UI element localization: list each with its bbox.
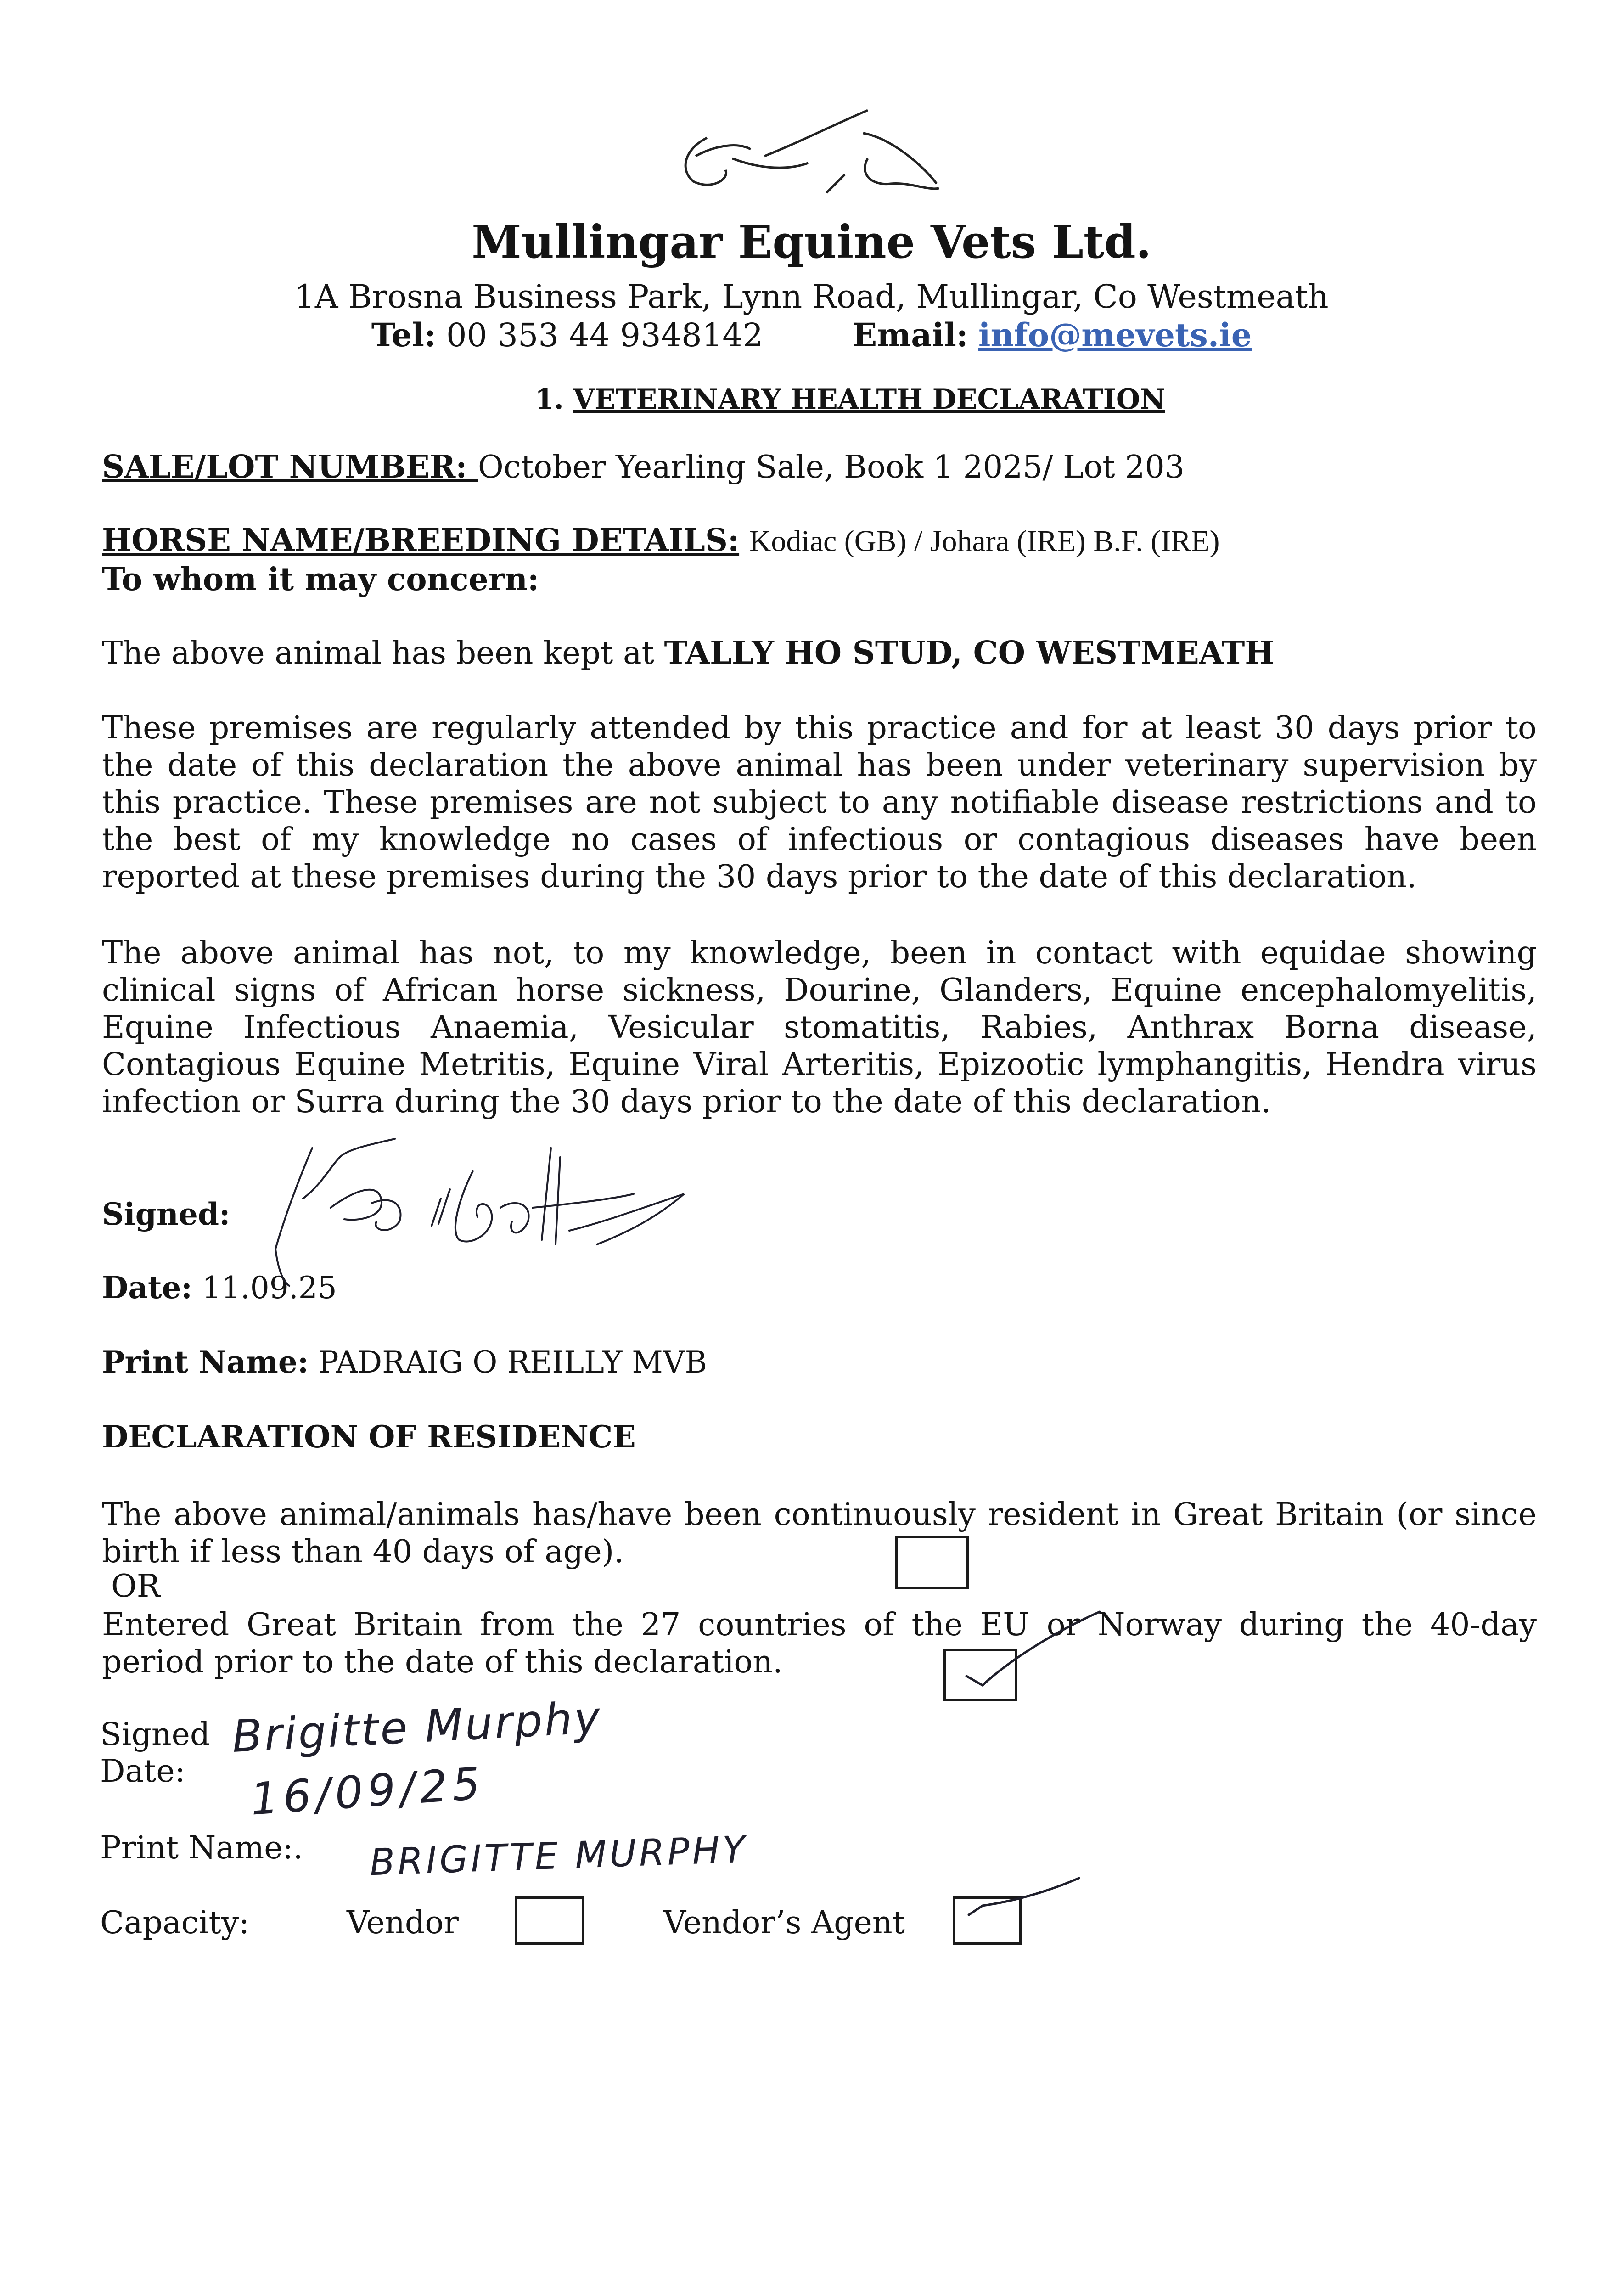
section-number: 1. bbox=[535, 383, 564, 416]
vet-print-name-label: Print Name: bbox=[102, 1344, 309, 1380]
premises-line bbox=[102, 635, 1275, 671]
capacity-label: Capacity: bbox=[100, 1905, 250, 1941]
sale-lot-line bbox=[102, 449, 1185, 485]
residence-signed-label: Signed bbox=[100, 1716, 210, 1753]
premises-prefix: The above animal has been kept at bbox=[102, 635, 664, 671]
vet-print-name-line bbox=[102, 1344, 707, 1380]
vet-date-value: 11.09.25 bbox=[202, 1270, 337, 1306]
salutation: To whom it may concern: bbox=[102, 561, 539, 598]
vendor-agent-label: Vendor’s Agent bbox=[663, 1905, 905, 1941]
vet-signed-label: Signed: bbox=[102, 1196, 230, 1232]
residence-date-handwritten: 16/09/25 bbox=[248, 1757, 487, 1825]
sale-lot-value: October Yearling Sale, Book 1 2025/ Lot 203 bbox=[478, 449, 1185, 485]
tel-value: 00 353 44 9348142 bbox=[446, 316, 764, 354]
horse-details-value: Kodiac (GB) / Johara (IRE) B.F. (IRE) bbox=[749, 524, 1220, 558]
residence-option-1-checkbox[interactable] bbox=[895, 1536, 969, 1589]
vet-signature bbox=[257, 1130, 799, 1304]
company-address: 1A Brosna Business Park, Lynn Road, Mullingar, Co Westmeath bbox=[294, 278, 1329, 315]
horse-details-line bbox=[102, 522, 1220, 559]
sale-lot-label: SALE/LOT NUMBER: bbox=[102, 449, 478, 485]
residence-date-label: Date: bbox=[100, 1753, 185, 1790]
residence-option-2-check-mark-icon bbox=[957, 1607, 1104, 1694]
horse-logo-icon bbox=[652, 101, 946, 207]
vendor-agent-check-mark-icon bbox=[964, 1874, 1084, 1929]
residence-signature: Brigitte Murphy bbox=[230, 1691, 603, 1763]
diseases-paragraph: The above animal has not, to my knowledge, been in contact with equidae showing clinical signs of African horse sickness, Dourine, Glanders, Equine encephalomyelitis, Equine Infectious Anaemia, Vesicular stomatitis, Rabies, Anthrax Borna disease, Contagious Equine Metritis, Equine Viral Arteritis, Epizootic lymphangitis, Hendra virus infection or Surra during the 30 days prior to the date of this declaration. bbox=[102, 935, 1537, 1120]
section-title bbox=[535, 383, 1165, 416]
horse-details-label: HORSE NAME/BREEDING DETAILS: bbox=[102, 522, 740, 559]
vendor-checkbox[interactable] bbox=[515, 1896, 584, 1945]
residence-print-name-label: Print Name:. bbox=[100, 1830, 303, 1866]
email-link[interactable]: info@mevets.ie bbox=[978, 316, 1252, 354]
residence-title: DECLARATION OF RESIDENCE bbox=[102, 1419, 636, 1455]
tel-label: Tel: bbox=[371, 316, 436, 354]
residence-print-name-handwritten: BRIGITTE MURPHY bbox=[369, 1828, 749, 1884]
contact-line bbox=[0, 316, 1623, 354]
or-separator: OR bbox=[111, 1568, 160, 1604]
residence-option-1: The above animal/animals has/have been continuously resident in Great Britain (or since birth if less than 40 days of age). bbox=[102, 1497, 1537, 1570]
section-title-text: VETERINARY HEALTH DECLARATION bbox=[573, 383, 1165, 416]
vet-print-name-value: PADRAIG O REILLY MVB bbox=[318, 1345, 708, 1380]
premises-name: TALLY HO STUD, CO WESTMEATH bbox=[664, 635, 1275, 671]
supervision-paragraph: These premises are regularly attended by this practice and for at least 30 days prior to the date of this declaration the above animal has been under veterinary supervision by this practice. These premises are not subject to any notifiable disease restrictions and to the best of my knowledge no cases of infectious or contagious diseases have been reported at these premises during the 30 days prior to the date of this declaration. bbox=[102, 710, 1537, 895]
company-name: Mullingar Equine Vets Ltd. bbox=[472, 216, 1151, 269]
vendor-label: Vendor bbox=[347, 1905, 459, 1941]
residence-option-2: Entered Great Britain from the 27 countries of the EU or Norway during the 40-day period prior to the date of this declaration. bbox=[102, 1607, 1537, 1680]
email-label: Email: bbox=[852, 316, 968, 354]
vet-date-label: Date: bbox=[102, 1270, 192, 1306]
